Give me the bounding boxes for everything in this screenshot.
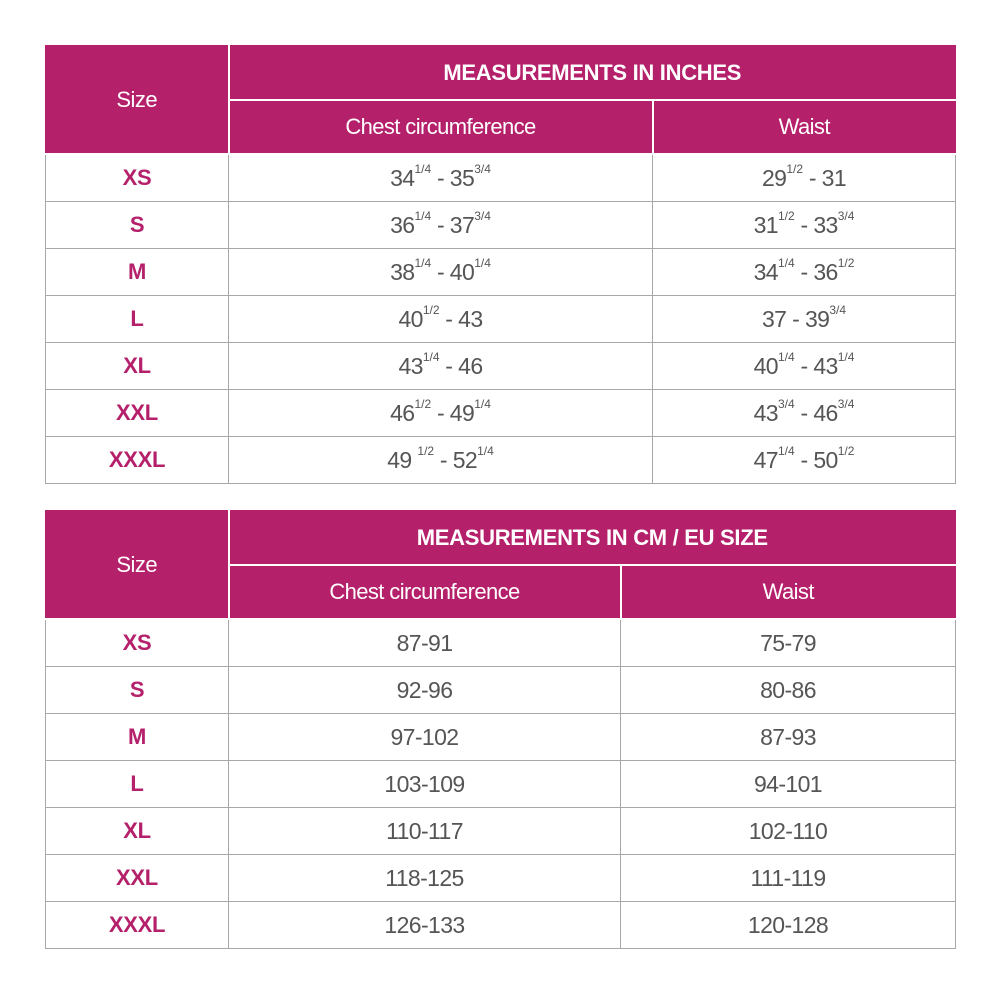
- waist-cell: 87-93: [621, 714, 956, 761]
- value-text: 46: [390, 399, 415, 426]
- fraction-text: 1/2: [417, 443, 435, 458]
- value-text: 37 - 39: [761, 305, 830, 332]
- waist-cell: 75-79: [621, 619, 956, 667]
- chest-cell: [229, 249, 653, 296]
- chest-cell: [229, 437, 653, 484]
- waist-cell: 111-119: [621, 855, 956, 902]
- table-row: [46, 714, 956, 761]
- fraction-text: 1/2: [837, 255, 855, 270]
- waist-cell: [653, 249, 956, 296]
- waist-cell: [653, 343, 956, 390]
- table-row: [46, 390, 956, 437]
- size-cell: L: [46, 296, 229, 343]
- chest-cell: 118-125: [229, 855, 621, 902]
- table-row: [46, 437, 956, 484]
- fraction-text: 1/4: [477, 443, 494, 458]
- waist-cell: 120-128: [621, 902, 956, 949]
- fraction-text: 1/4: [778, 443, 795, 458]
- value-text: - 35: [431, 164, 475, 191]
- size-cell: M: [46, 714, 229, 761]
- fraction-text: 1/4: [778, 349, 795, 364]
- fraction-text: 1/4: [474, 396, 491, 411]
- fraction-text: 1/4: [474, 255, 491, 270]
- value-text: 43: [398, 352, 423, 379]
- fraction-text: 1/4: [414, 208, 432, 223]
- chest-column-header: Chest circumference: [229, 100, 653, 154]
- value-text: - 33: [794, 211, 838, 238]
- size-cell: S: [46, 202, 229, 249]
- waist-cell: [653, 296, 956, 343]
- value-text: 47: [753, 446, 778, 473]
- size-cell: XXXL: [46, 437, 229, 484]
- fraction-text: 1/4: [414, 161, 432, 176]
- chest-cell: 126-133: [229, 902, 621, 949]
- size-cell: XXL: [46, 390, 229, 437]
- value-text: 34: [753, 258, 778, 285]
- size-cell: XXL: [46, 855, 229, 902]
- chest-cell: [229, 202, 653, 249]
- value-text: 40: [398, 305, 423, 332]
- fraction-text: 1/2: [414, 396, 432, 411]
- value-text: - 52: [434, 446, 478, 473]
- table-row: [46, 619, 956, 667]
- size-column-header: Size: [46, 511, 229, 620]
- chest-cell: 110-117: [229, 808, 621, 855]
- group-header: MEASUREMENTS IN CM / EU SIZE: [229, 511, 956, 566]
- value-text: - 43: [794, 352, 838, 379]
- value-text: - 50: [794, 446, 838, 473]
- fraction-text: 1/4: [837, 349, 855, 364]
- size-cell: S: [46, 667, 229, 714]
- table-row: [46, 343, 956, 390]
- table-row: [46, 202, 956, 249]
- chest-cell: 87-91: [229, 619, 621, 667]
- chest-cell: [229, 154, 653, 202]
- table-row: [46, 761, 956, 808]
- value-text: - 37: [431, 211, 475, 238]
- size-cell: XXXL: [46, 902, 229, 949]
- chest-cell: 97-102: [229, 714, 621, 761]
- value-text: 38: [390, 258, 415, 285]
- table-row: [46, 855, 956, 902]
- waist-cell: [653, 154, 956, 202]
- table-row: [46, 808, 956, 855]
- value-text: - 31: [803, 164, 847, 191]
- group-header: MEASUREMENTS IN INCHES: [229, 46, 956, 101]
- chest-cell: 92-96: [229, 667, 621, 714]
- table-row: [46, 902, 956, 949]
- chest-cell: [229, 343, 653, 390]
- waist-column-header: Waist: [653, 100, 956, 154]
- size-cell: XL: [46, 343, 229, 390]
- waist-cell: [653, 437, 956, 484]
- waist-cell: [653, 390, 956, 437]
- inches-table-body: [46, 154, 956, 484]
- fraction-text: 1/4: [422, 349, 440, 364]
- fraction-text: 1/2: [422, 302, 440, 317]
- value-text: - 36: [794, 258, 838, 285]
- chest-cell: [229, 296, 653, 343]
- size-cell: XS: [46, 619, 229, 667]
- value-text: - 46: [439, 352, 483, 379]
- fraction-text: 1/4: [778, 255, 795, 270]
- value-text: 40: [753, 352, 778, 379]
- fraction-text: 1/2: [786, 161, 804, 176]
- chest-column-header: Chest circumference: [229, 565, 621, 619]
- fraction-text: 3/4: [837, 396, 855, 411]
- fraction-text: 3/4: [474, 161, 491, 176]
- fraction-text: 1/2: [778, 208, 795, 223]
- waist-cell: [653, 202, 956, 249]
- value-text: 31: [753, 211, 778, 238]
- fraction-text: 1/4: [414, 255, 432, 270]
- waist-column-header: Waist: [621, 565, 956, 619]
- size-column-header: Size: [46, 46, 229, 155]
- value-text: - 43: [439, 305, 483, 332]
- inches-size-table: [45, 45, 956, 484]
- size-cell: XS: [46, 154, 229, 202]
- value-text: - 49: [431, 399, 475, 426]
- value-text: - 40: [431, 258, 475, 285]
- cm-table-body: [46, 619, 956, 949]
- waist-cell: 102-110: [621, 808, 956, 855]
- fraction-text: 3/4: [778, 396, 795, 411]
- size-cell: M: [46, 249, 229, 296]
- waist-cell: 94-101: [621, 761, 956, 808]
- value-text: 34: [390, 164, 415, 191]
- table-row: [46, 667, 956, 714]
- fraction-text: 3/4: [474, 208, 491, 223]
- fraction-text: 1/2: [837, 443, 855, 458]
- value-text: 43: [753, 399, 778, 426]
- size-cell: L: [46, 761, 229, 808]
- value-text: 36: [390, 211, 415, 238]
- table-row: [46, 249, 956, 296]
- table-row: [46, 154, 956, 202]
- value-text: 29: [761, 164, 787, 191]
- cm-size-table: [45, 510, 956, 949]
- table-row: [46, 296, 956, 343]
- value-text: - 46: [794, 399, 838, 426]
- size-cell: XL: [46, 808, 229, 855]
- fraction-text: 3/4: [837, 208, 855, 223]
- chest-cell: 103-109: [229, 761, 621, 808]
- value-text: 49: [387, 446, 418, 473]
- waist-cell: 80-86: [621, 667, 956, 714]
- fraction-text: 3/4: [829, 302, 847, 317]
- chest-cell: [229, 390, 653, 437]
